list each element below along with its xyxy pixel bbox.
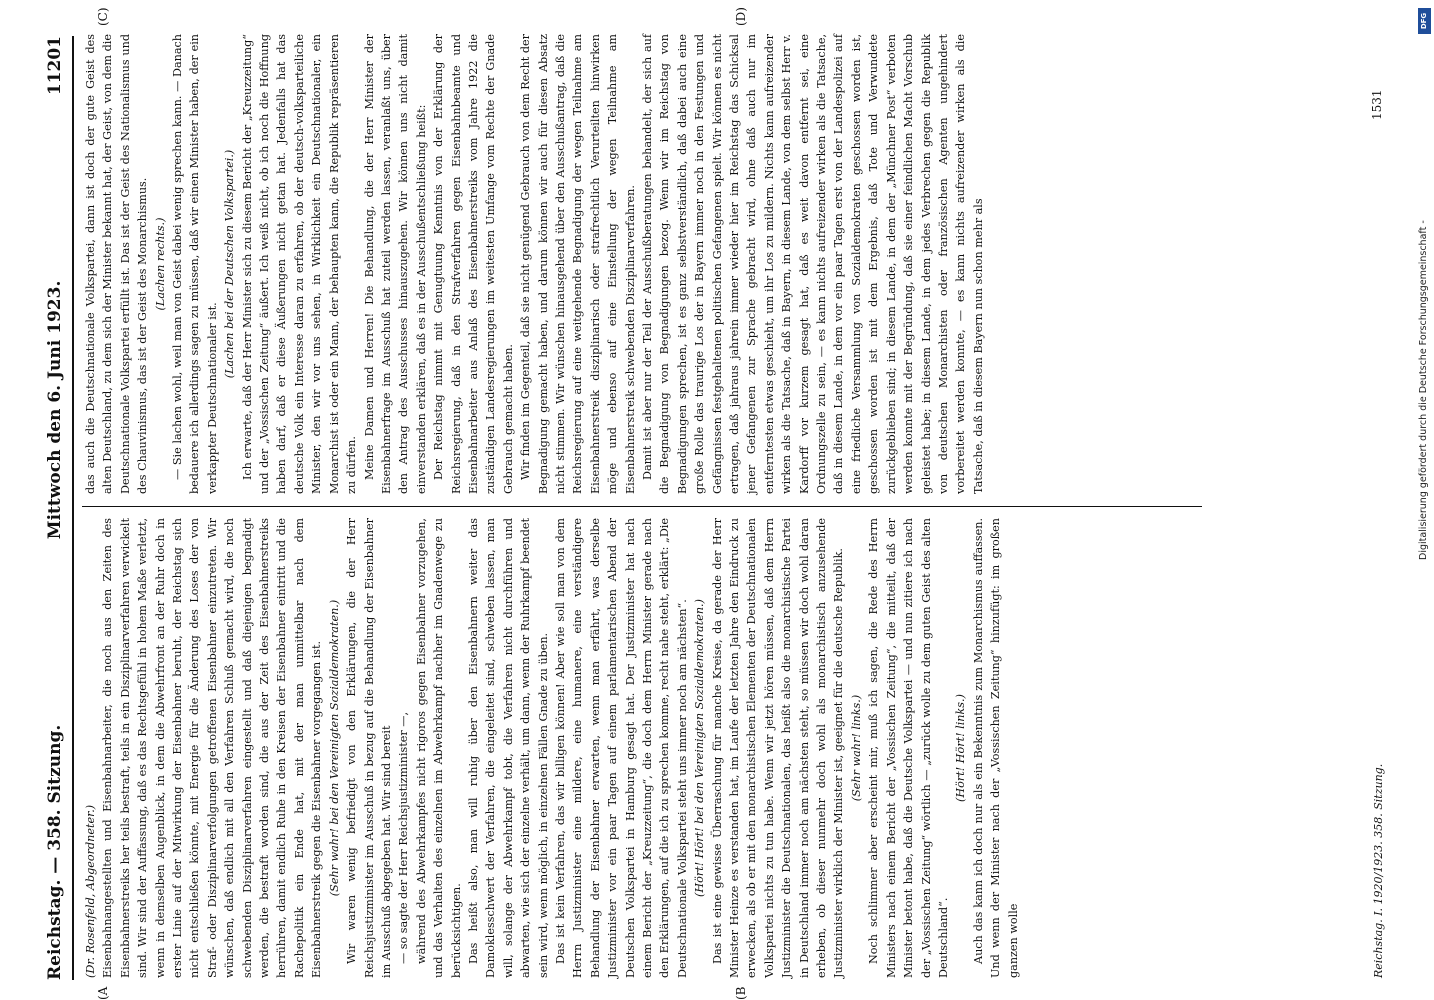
text-column-right [82, 34, 1352, 494]
paragraph: Auch das kann ich doch nur als ein Bekenntnis zum Monarchismus auffassen. Und wenn der Minister nach der „Vossischen Zeitung“ hinzufügt: im großen ganzen wolle [971, 518, 1020, 978]
interjection: (Hört! Hört! links.) [954, 694, 968, 802]
interjection: (Lachen rechts.) [153, 217, 167, 311]
interjection: (Hört! Hört! bei den Vereinigten Sozialdemokraten.) [693, 599, 707, 897]
paragraph: Meine Damen und Herren! Die Behandlung, die der Herr Minister der Eisenbahnerfrage im Ausschuß hat zuteil werden lassen, veranlaßt uns, über den Antrag des Ausschusses hinauszugehen. Wir können uns nicht damit einverstanden erklären, daß es in der Ausschußentschließung heißt: [362, 34, 428, 494]
quotation: Der Reichstag nimmt mit Genugtuung Kenntnis von der Erklärung der Reichsregierung, daß in den Strafverfahren gegen Eisenbahnbeamte und Eisenbahnarbeiter aus Anlaß des Eisenbahnerstreiks vom Jahre 1922 die zuständigen Landesregierungen im weitesten Umfange vom Rechte der Gnade Gebrauch gemacht haben. [432, 34, 515, 494]
paragraph: Wir waren wenig befriedigt von den Erklärungen, die der Herr Reichsjustizminister im Ausschuß in bezug auf die Behandlung der Eisenbahner im Ausschuß abgegeben hat. Wir sind bereit [345, 518, 393, 978]
header-session: Reichstag. — 358. Sitzung. [45, 724, 65, 980]
margin-marker-a: (A [96, 986, 110, 1000]
footer-sheet-number: 1531 [1370, 89, 1384, 120]
text-column-left [82, 518, 1392, 978]
header-date: Mittwoch den 6. Juni 1923. [45, 280, 65, 540]
interjection: (Sehr wahr! bei den Vereinigten Sozialdemokraten.) [327, 599, 341, 897]
margin-marker-d: (D) [734, 7, 748, 26]
quotation: während des Abwehrkampfes nicht rigoros gegen Eisenbahner vorzugehen, und das Verhalten des einzelnen im Abwehrkampf nachher im Gnadenwege zu berücksichtigen. [414, 518, 463, 978]
paragraph: das auch die Deutschnationale Volkspartei, dann ist doch der gute Geist des alten Deutschland, zu dem sich der Minister bekannt hat, der Geist, von dem die Deutschnationale Volkspartei erfüllt ist. Das ist der Geist des Nationalismus und des Chauvinismus, das ist der Geist des Monarchismus. [84, 34, 150, 494]
header-page-number: 11201 [45, 36, 65, 96]
margin-marker-b: (B [734, 986, 748, 1000]
column-divider [82, 506, 1202, 507]
paragraph: Das heißt also, man will ruhig über den Eisenbahnern weiter das Damoklesschwert der Verfahren, die eingeleitet sind, schweben lassen, man will, solange der Abwehrkampf tobt, die Verfahren nicht durchführen und abwarten, wie sich der einzelne verhält, um dann, wenn der Ruhrkampf beendet sein wird, wenn möglich, in einzelnen Fällen Gnade zu üben. [466, 518, 550, 978]
paragraph: Eisenbahnangestellten und Eisenbahnarbeiter, die noch aus den Zeiten des Eisenbahnerstreiks her teils bestraft, teils in ein Disziplinarverfahren verwickelt sind. Wir sind der Auffassung, daß es das Rechtsgefühl in hohem Maße verletzt, wenn in demselben Augenblick, in dem die Abwehrfront an der Ruhr doch in erster Linie auf der Mitwirkung der Eisenbahner beruht, der Reichstag sich nicht entschließen könnte, mit Energie für die Änderung des Loses der von Straf- oder Disziplinarverfolgungen getroffenen Eisenbahner einzutreten. Wir wünschen, daß endlich mit all den Verfahren Schluß gemacht wird, die noch schwebenden Disziplinarverfahren eingestellt und daß diejenigen begnadigt werden, die bestraft worden sind, die aus der Zeit des Eisenbahnerstreiks herrühren, damit endlich Ruhe in den Kreisen der Eisenbahner eintritt und die Rachepolitik ein Ende hat, mit der man unmittelbar nach dem Eisenbahnerstreik gegen die Eisenbahner vorgegangen ist. [101, 518, 324, 978]
interjection: (Sehr wahr! links.) [849, 694, 863, 802]
dfg-logo: DFG [1418, 8, 1431, 34]
paragraph: — Sie lachen wohl, weil man von Geist dabei wenig sprechen kann. — Danach bedauere ich allerdings sagen zu müssen, daß wir einen Minister haben, der ein verkappter Deutschnationaler ist. [171, 34, 219, 494]
footer-signature: Reichstag. I. 1920/1923. 358. Sitzung. [1372, 763, 1385, 978]
paragraph: Wir finden im Gegenteil, daß sie nicht genügend Gebrauch von dem Recht der Begnadigung gemacht haben, und darum können wir auch für diesen Absatz nicht stimmen. Wir wünschen hinausgehend über den Ausschußantrag, daß die Reichsregierung auf eine weitgehende Begnadigung der wegen Teilnahme am Eisenbahnerstreik disziplinarisch oder strafrechtlich Verurteilten hinwirken möge und ebenso auf eine Einstellung der wegen Teilnahme am Eisenbahnerstreik schwebenden Disziplinarverfahren. [519, 34, 637, 494]
interjection: (Lachen bei der Deutschen Volkspartei.) [223, 149, 237, 379]
paragraph: Noch schlimmer aber erscheint mir, muß ich sagen, die Rede des Herrn Ministers nach einem Bericht der „Vossischen Zeitung“, die mitteilt, daß der Minister betont habe, daß die Deutsche Volkspartei — und nun zitiere ich nach der „Vossischen Zeitung“ wörtlich — „zurück wolle zu dem guten Geist des alten Deutschland“. [867, 518, 950, 978]
paragraph: Das ist kein Verfahren, das wir billigen können! Aber wie soll man von dem Herrn Justizminister eine mildere, eine humanere, eine verständigere Behandlung der Eisenbahner erwarten, wenn man erfährt, was derselbe Justizminister vor ein paar Tagen auf einem parlamentarischen Abend der Deutschen Volkspartei in Hamburg gesagt hat. Der Justizminister hat nach einem Bericht der „Kreuzzeitung“, die doch dem Herrn Minister gerade nach den Erklärungen, auf die ich zu sprechen komme, recht nahe steht, erklärt: „Die Deutschnationale Volkspartei steht uns immer noch am nächsten“. [553, 518, 689, 978]
digitization-strip [1416, 0, 1434, 1000]
page-header [38, 36, 74, 980]
paragraph: Das ist eine gewisse Überraschung für manche Kreise, da gerade der Herr Minister Heinze es verstanden hat, im Laufe der letzten Jahre den Eindruck zu erwecken, als ob er mit den monarchistischen Elementen der Deutschnationalen Volkspartei nichts zu tun habe. Wenn wir jetzt hören müssen, daß dem Herrn Justizminister die Deutschnationalen, das heißt also die monarchistische Partei in Deutschland immer noch am nächsten steht, so müssen wir doch wohl daran erheben, ob dieser nunmehr doch wohl als monarchistisch anzusehende Justizminister wirklich der Minister ist, geeignet für die deutsche Republik. [710, 518, 846, 978]
margin-marker-c: (C) [96, 7, 110, 26]
paragraph: Ich erwarte, daß der Herr Minister sich zu diesem Bericht der „Kreuzzeitung“ und der „Vossischen Zeitung“ äußert. Ich weiß nicht, ob ich noch die Hoffnung haben darf, daß er diese Äußerungen nicht getan hat. Jedenfalls hat das deutsche Volk ein Interesse daran zu erfahren, ob der deutsch-volksparteiliche Minister, den wir vor uns sehen, in Wirklichkeit ein Deutschnationaler, ein Monarchist ist oder ein Mann, der behaupten kann, die Republik repräsentieren zu dürfen. [240, 34, 359, 494]
funding-notice: Digitalisierung gefördert durch die Deutsche Forschungsgemeinschaft - [1418, 220, 1429, 560]
paragraph: Damit ist aber nur der Teil der Ausschußberatungen behandelt, der sich auf die Begnadigung von Begnadigungen bezog. Wenn wir im Reichstag von Begnadigungen sprechen, ist es ganz selbstverständlich, daß dabei auch eine große Rolle das traurige Los der in Bayern immer noch in den Festungen und Gefängnissen festgehaltenen politischen Gefangenen spielt. Wir können es nicht ertragen, daß jahraus jahrein immer wieder hier im Reichstag das Schicksal jener Gefangenen zur Sprache gebracht wird, ohne daß auch nur im entferntesten etwas geschieht, um ihr Los zu mildern. Nichts kann aufreizender wirken als die Tatsache, daß in Bayern, in diesem Lande, von dem selbst Herr v. Kardorff vor kurzem gesagt hat, daß es weit davon entfernt sei, eine Ordnungszelle zu sein, — es kann nichts aufreizender wirken als die Tatsache, daß in diesem Lande, in dem vor ein paar Tagen erst von der Landespolizei auf eine friedliche Versammlung von Sozialdemokraten geschossen worden ist, geschossen worden ist mit dem Ergebnis, daß Tote und Verwundete zurückgeblieben sind; in diesem Lande, in dem der „Münchner Post“ verboten werden konnte mit der Begründung, daß sie einer feindlichen Macht Vorschub geleistet habe; in diesem Lande, in dem jedes Verbrechen gegen die Republik von deutschen Monarchisten oder französischen Agenten ungehindert vorbereitet werden konnte, — es kann nichts aufreizender wirken als die Tatsache, daß in diesem Bayern nun schon mehr als [641, 34, 985, 494]
quote-intro: — so sagte der Herr Reichsjustizminister —, [397, 711, 411, 964]
speaker-note: (Dr. Rosenfeld, Abgeordneter.) [84, 804, 97, 978]
